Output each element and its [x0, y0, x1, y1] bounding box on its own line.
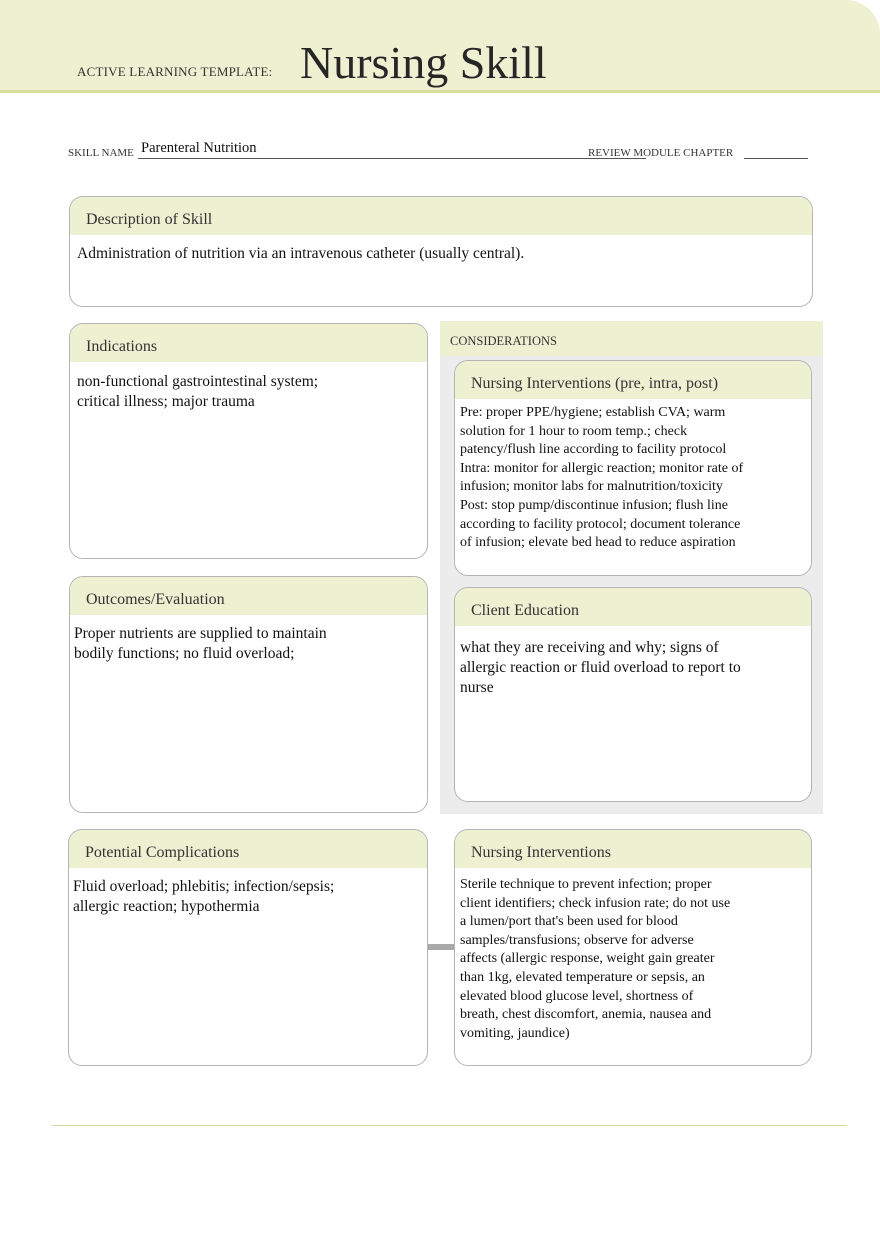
- complication-interventions-heading: Nursing Interventions: [455, 830, 811, 868]
- complication-interventions-text[interactable]: [455, 868, 811, 1043]
- connector-bar: [428, 944, 455, 950]
- outcomes-text[interactable]: [70, 615, 427, 664]
- nursing-interventions-text[interactable]: [455, 399, 811, 553]
- potential-complications-heading: Potential Complications: [69, 830, 427, 868]
- skill-name-underline: [138, 158, 646, 159]
- text-line: Intra: monitor for allergic reaction; monitor rate of: [460, 460, 744, 476]
- nursing-interventions-heading: Nursing Interventions (pre, intra, post): [455, 361, 811, 399]
- considerations-heading: CONSIDERATIONS: [440, 321, 823, 356]
- text-line: Proper nutrients are supplied to maintain: [74, 625, 327, 642]
- potential-complications-text[interactable]: [69, 868, 427, 917]
- text-line: infusion; monitor labs for malnutrition/toxicity: [460, 479, 723, 495]
- header-divider: [0, 90, 880, 93]
- text-line: Sterile technique to prevent infection; proper: [460, 877, 712, 892]
- review-module-chapter-label: REVIEW MODULE CHAPTER: [588, 147, 734, 159]
- text-line: a lumen/port that's been used for blood: [460, 914, 678, 930]
- nursing-interventions-box: [454, 360, 812, 576]
- text-line: what they are receiving and why; signs of: [460, 639, 719, 656]
- client-education-box: [454, 587, 812, 802]
- text-line: solution for 1 hour to room temp.; check: [460, 423, 688, 439]
- text-line: vomiting, jaundice): [460, 1025, 570, 1041]
- client-education-text[interactable]: [455, 626, 811, 698]
- text-line: elevated blood glucose level, shortness of: [460, 988, 694, 1004]
- text-line: critical illness; major trauma: [77, 393, 255, 410]
- review-module-chapter-field[interactable]: [744, 158, 808, 159]
- text-line: affects (allergic response, weight gain greater: [460, 951, 715, 967]
- footer-divider: [52, 1125, 847, 1126]
- page-title: Nursing Skill: [300, 37, 547, 88]
- text-line: nurse: [460, 679, 494, 696]
- text-line: bodily functions; no fluid overload;: [74, 645, 295, 662]
- text-line: than 1kg, elevated temperature or sepsis, an: [460, 969, 705, 985]
- text-line: Post: stop pump/discontinue infusion; flush line: [460, 497, 728, 513]
- description-text[interactable]: Administration of nutrition via an intravenous catheter (usually central).: [77, 245, 525, 262]
- outcomes-heading: Outcomes/Evaluation: [70, 577, 427, 615]
- potential-complications-box: [68, 829, 428, 1066]
- description-box: [69, 196, 813, 307]
- text-line: Fluid overload; phlebitis; infection/sepsis;: [73, 878, 335, 895]
- text-line: client identifiers; check infusion rate; do not use: [460, 895, 731, 911]
- skill-name-row: [68, 139, 808, 161]
- outcomes-box: [69, 576, 428, 813]
- text-line: allergic reaction or fluid overload to report to: [460, 659, 741, 676]
- complication-interventions-box: [454, 829, 812, 1066]
- indications-box: [69, 323, 428, 559]
- text-line: samples/transfusions; observe for adverse: [460, 932, 694, 948]
- template-label: ACTIVE LEARNING TEMPLATE:: [77, 64, 273, 79]
- text-line: Pre: proper PPE/hygiene; establish CVA; warm: [460, 405, 726, 420]
- text-line: according to facility protocol; document tolerance: [460, 516, 741, 532]
- skill-name-label: SKILL NAME: [68, 147, 134, 159]
- client-education-heading: Client Education: [455, 588, 811, 626]
- text-line: of infusion; elevate bed head to reduce aspiration: [460, 535, 736, 551]
- text-line: patency/flush line according to facility protocol: [460, 442, 727, 458]
- skill-name-field[interactable]: Parenteral Nutrition: [141, 140, 257, 156]
- text-line: allergic reaction; hypothermia: [73, 898, 260, 915]
- text-line: breath, chest discomfort, anemia, nausea and: [460, 1007, 712, 1023]
- indications-heading: Indications: [70, 324, 427, 362]
- description-heading: Description of Skill: [70, 197, 812, 235]
- indications-text[interactable]: [70, 362, 427, 412]
- text-line: non-functional gastrointestinal system;: [77, 373, 319, 390]
